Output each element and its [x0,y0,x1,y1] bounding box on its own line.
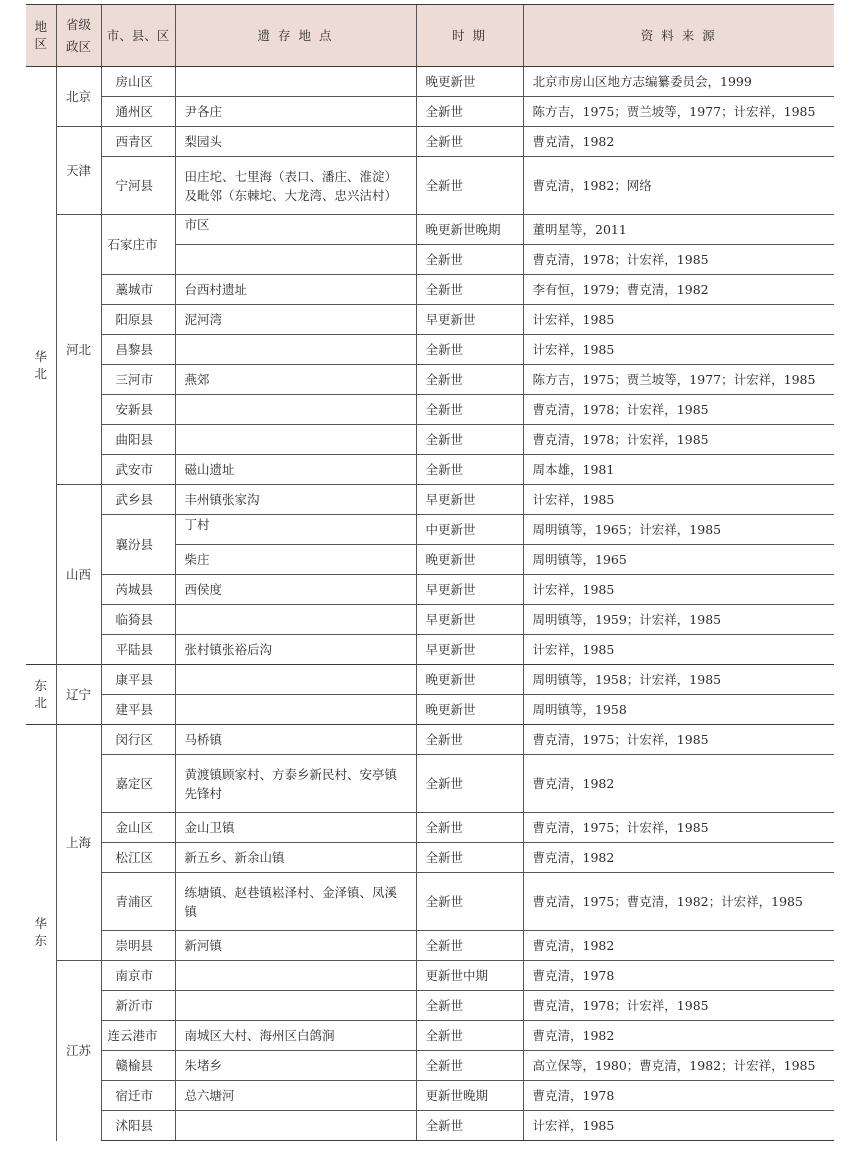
period-cell: 晚更新世 [416,545,523,575]
county-cell: 建平县 [101,695,175,725]
table-row [26,515,834,545]
period-cell: 全新世 [416,97,523,127]
table-row [26,275,834,305]
county-cell: 昌黎县 [101,335,175,365]
period-cell: 全新世 [416,1021,523,1051]
period-cell: 晚更新世 [416,665,523,695]
site-cell [175,961,416,991]
header-row [26,5,834,67]
source-cell: 李有恒，1979；曹克清，1982 [523,275,834,305]
source-cell: 曹克清，1978；计宏祥，1985 [523,395,834,425]
site-cell: 燕郊 [175,365,416,395]
table-row [26,425,834,455]
county-cell: 房山区 [101,67,175,97]
source-cell: 周明镇等，1959；计宏祥，1985 [523,605,834,635]
source-cell: 周明镇等，1958 [523,695,834,725]
source-cell: 陈方吉，1975；贾兰坡等，1977；计宏祥，1985 [523,365,834,395]
county-cell: 赣榆县 [101,1051,175,1081]
province-cell: 北京 [56,67,101,127]
table-row [26,215,834,245]
source-cell: 计宏祥，1985 [523,635,834,665]
province-cell: 河北 [56,215,101,485]
site-cell: 西侯度 [175,575,416,605]
source-cell: 曹克清，1975；计宏祥，1985 [523,813,834,843]
table-row [26,395,834,425]
county-cell: 通州区 [101,97,175,127]
county-cell: 武安市 [101,455,175,485]
table-header [26,5,834,67]
county-cell: 武乡县 [101,485,175,515]
county-cell: 芮城县 [101,575,175,605]
table-row [26,67,834,97]
county-cell: 襄汾县 [101,515,175,575]
table-row [26,1021,834,1051]
source-cell: 高立保等，1980；曹克清，1982；计宏祥，1985 [523,1051,834,1081]
county-cell: 石家庄市 [101,215,175,275]
source-cell: 曹克清，1978；计宏祥，1985 [523,425,834,455]
period-cell: 早更新世 [416,575,523,605]
site-cell [175,605,416,635]
table-row [26,335,834,365]
header-site: 遗 存 地 点 [175,5,416,67]
period-cell: 全新世 [416,365,523,395]
table-row [26,157,834,215]
table-row [26,455,834,485]
source-cell: 曹克清，1975；计宏祥，1985 [523,725,834,755]
period-cell: 全新世 [416,725,523,755]
period-cell: 晚更新世晚期 [416,215,523,245]
table-row [26,605,834,635]
county-cell: 宁河县 [101,157,175,215]
period-cell: 更新世中期 [416,961,523,991]
table-row [26,1051,834,1081]
source-cell: 周本雄，1981 [523,455,834,485]
header-source: 资 料 来 源 [523,5,834,67]
site-cell: 田庄坨、七里海（表口、潘庄、淮淀）及毗邻（东棘坨、大龙湾、忠兴沽村） [175,157,416,215]
source-cell: 曹克清，1982 [523,755,834,813]
period-cell: 全新世 [416,127,523,157]
period-cell: 全新世 [416,755,523,813]
period-cell: 中更新世 [416,515,523,545]
source-cell: 计宏祥，1985 [523,485,834,515]
site-cell: 丁村 [175,515,416,545]
province-cell: 上海 [56,725,101,961]
period-cell: 全新世 [416,245,523,275]
source-cell: 曹克清，1982 [523,931,834,961]
table-row [26,813,834,843]
table-row [26,695,834,725]
site-cell [175,991,416,1021]
site-cell: 朱堵乡 [175,1051,416,1081]
site-cell: 张村镇张裕后沟 [175,635,416,665]
source-cell: 北京市房山区地方志编纂委员会，1999 [523,67,834,97]
source-cell: 曹克清，1982 [523,127,834,157]
table-row [26,725,834,755]
site-cell: 新河镇 [175,931,416,961]
site-cell: 梨园头 [175,127,416,157]
site-cell: 丰州镇张家沟 [175,485,416,515]
region-cell [26,665,56,725]
header-county: 市、县、区 [101,5,175,67]
period-cell: 早更新世 [416,635,523,665]
period-cell: 晚更新世 [416,695,523,725]
county-cell: 闵行区 [101,725,175,755]
site-cell: 马桥镇 [175,725,416,755]
period-cell: 全新世 [416,1051,523,1081]
county-cell: 连云港市 [101,1021,175,1051]
source-cell: 陈方吉，1975；贾兰坡等，1977；计宏祥，1985 [523,97,834,127]
source-cell: 周明镇等，1958；计宏祥，1985 [523,665,834,695]
period-cell: 早更新世 [416,605,523,635]
site-cell: 金山卫镇 [175,813,416,843]
site-cell [175,1111,416,1141]
period-cell: 全新世 [416,991,523,1021]
county-cell: 沭阳县 [101,1111,175,1141]
site-cell: 总六塘河 [175,1081,416,1111]
table-row [26,931,834,961]
source-cell: 计宏祥，1985 [523,575,834,605]
period-cell: 全新世 [416,335,523,365]
source-cell: 曹克清，1978 [523,1081,834,1111]
site-cell [175,665,416,695]
site-cell [175,335,416,365]
period-cell: 全新世 [416,157,523,215]
county-cell: 西青区 [101,127,175,157]
table-row [26,485,834,515]
site-cell: 黄渡镇顾家村、方泰乡新民村、安亭镇先锋村 [175,755,416,813]
province-cell: 天津 [56,127,101,215]
county-cell: 安新县 [101,395,175,425]
table-row [26,961,834,991]
site-cell [175,67,416,97]
region-cell [26,725,56,1141]
table-row [26,755,834,813]
header-region: 地区 [26,5,56,67]
site-cell: 练塘镇、赵巷镇崧泽村、金泽镇、凤溪镇 [175,873,416,931]
table-row [26,305,834,335]
table-row [26,127,834,157]
period-cell: 全新世 [416,455,523,485]
distribution-table-container [26,4,834,1141]
period-cell: 全新世 [416,395,523,425]
source-cell: 周明镇等，1965 [523,545,834,575]
table-row [26,1081,834,1111]
source-cell: 曹克清，1978 [523,961,834,991]
province-cell: 辽宁 [56,665,101,725]
county-cell: 宿迁市 [101,1081,175,1111]
source-cell: 曹克清，1982 [523,843,834,873]
period-cell: 更新世晚期 [416,1081,523,1111]
table-row [26,1111,834,1141]
region-name: 华东 [34,916,48,949]
province-cell: 江苏 [56,961,101,1141]
period-cell: 晚更新世 [416,67,523,97]
source-cell: 曹克清，1982；网络 [523,157,834,215]
site-cell: 台西村遗址 [175,275,416,305]
site-cell: 柴庄 [175,545,416,575]
region-name: 东北 [34,678,48,710]
table-row [26,665,834,695]
table-body [26,67,834,1141]
table-row [26,635,834,665]
county-cell: 新沂市 [101,991,175,1021]
site-cell [175,395,416,425]
region-cell [26,67,56,665]
region-name: 华北 [34,349,48,381]
site-cell: 南城区大村、海州区白鸽涧 [175,1021,416,1051]
table-row [26,97,834,127]
site-cell [175,425,416,455]
table-row [26,843,834,873]
period-cell: 全新世 [416,425,523,455]
site-cell [175,695,416,725]
site-cell: 尹各庄 [175,97,416,127]
site-cell: 磁山遗址 [175,455,416,485]
source-cell: 曹克清，1975；曹克清，1982；计宏祥，1985 [523,873,834,931]
table-row [26,991,834,1021]
table-row [26,873,834,931]
county-cell: 三河市 [101,365,175,395]
source-cell: 周明镇等，1965；计宏祥，1985 [523,515,834,545]
site-cell: 市区 [175,215,416,245]
province-cell: 山西 [56,485,101,665]
period-cell: 早更新世 [416,305,523,335]
county-cell: 南京市 [101,961,175,991]
site-cell: 泥河湾 [175,305,416,335]
county-cell: 嘉定区 [101,755,175,813]
source-cell: 董明星等，2011 [523,215,834,245]
county-cell: 松江区 [101,843,175,873]
period-cell: 全新世 [416,843,523,873]
table-row [26,575,834,605]
source-cell: 曹克清，1982 [523,1021,834,1051]
source-cell: 曹克清，1978；计宏祥，1985 [523,245,834,275]
period-cell: 早更新世 [416,485,523,515]
period-cell: 全新世 [416,931,523,961]
source-cell: 计宏祥，1985 [523,1111,834,1141]
period-cell: 全新世 [416,813,523,843]
header-province: 省级政区 [56,5,101,67]
county-cell: 康平县 [101,665,175,695]
table-row [26,365,834,395]
county-cell: 藁城市 [101,275,175,305]
period-cell: 全新世 [416,275,523,305]
county-cell: 青浦区 [101,873,175,931]
source-cell: 计宏祥，1985 [523,335,834,365]
county-cell: 阳原县 [101,305,175,335]
source-cell: 曹克清，1978；计宏祥，1985 [523,991,834,1021]
header-period: 时 期 [416,5,523,67]
site-cell: 新五乡、新余山镇 [175,843,416,873]
county-cell: 金山区 [101,813,175,843]
fossil-distribution-table [26,4,834,1141]
site-cell [175,245,416,275]
period-cell: 全新世 [416,873,523,931]
county-cell: 曲阳县 [101,425,175,455]
county-cell: 平陆县 [101,635,175,665]
county-cell: 临猗县 [101,605,175,635]
county-cell: 崇明县 [101,931,175,961]
source-cell: 计宏祥，1985 [523,305,834,335]
period-cell: 全新世 [416,1111,523,1141]
